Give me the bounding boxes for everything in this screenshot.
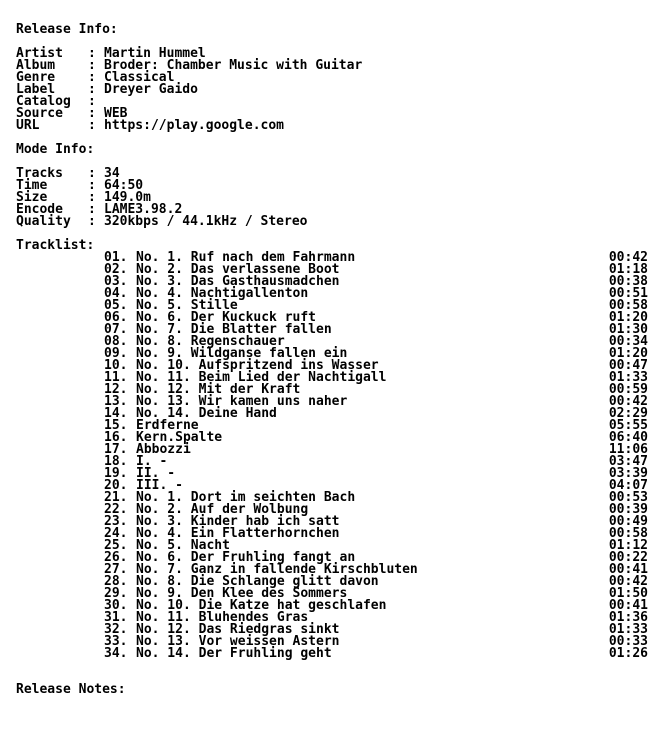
track-number: 23. xyxy=(104,514,128,529)
track-duration: 01:30 xyxy=(608,322,648,337)
track-title: No. 4. Ein Flatterhornchen xyxy=(136,526,340,541)
field-separator: : xyxy=(88,202,96,217)
track-title: III. - xyxy=(136,478,183,493)
track-number: 24. xyxy=(104,526,128,541)
release-notes-heading: Release Notes: xyxy=(16,682,126,697)
track-number: 16. xyxy=(104,430,128,445)
track-title: Abbozzi xyxy=(136,442,191,457)
track-title: No. 14. Der Fruhling geht xyxy=(136,646,332,661)
track-duration: 01:20 xyxy=(608,346,648,361)
track-number: 08. xyxy=(104,334,128,349)
track-title: No. 5. Nacht xyxy=(136,538,230,553)
track-number: 05. xyxy=(104,298,128,313)
track-title: II. - xyxy=(136,466,176,481)
field-separator: : xyxy=(88,118,96,133)
field-value: https://play.google.com xyxy=(104,118,285,133)
track-duration: 00:47 xyxy=(608,358,648,373)
track-number: 12. xyxy=(104,382,128,397)
tracklist xyxy=(16,252,648,660)
field-value: Broder: Chamber Music with Guitar xyxy=(104,58,363,73)
track-number: 01. xyxy=(104,250,128,265)
track-duration: 01:12 xyxy=(608,538,648,553)
track-duration: 01:20 xyxy=(608,310,648,325)
track-title: No. 11. Beim Lied der Nachtigall xyxy=(136,370,387,385)
track-number: 07. xyxy=(104,322,128,337)
field-value: 149.0m xyxy=(104,190,151,205)
track-duration: 00:39 xyxy=(608,502,648,517)
track-title: No. 2. Das verlassene Boot xyxy=(136,262,340,277)
track-duration: 01:33 xyxy=(608,622,648,637)
field-value: Dreyer Gaido xyxy=(104,82,198,97)
track-row xyxy=(16,648,648,660)
track-duration: 00:49 xyxy=(608,514,648,529)
field-key: Encode xyxy=(16,202,63,217)
track-title: No. 7. Die Blatter fallen xyxy=(136,322,332,337)
track-duration: 01:26 xyxy=(608,646,648,661)
field-separator: : xyxy=(88,70,96,85)
field-key: Source xyxy=(16,106,63,121)
track-title: No. 8. Regenschauer xyxy=(136,334,285,349)
field-separator: : xyxy=(88,166,96,181)
track-duration: 00:59 xyxy=(608,382,648,397)
track-number: 30. xyxy=(104,598,128,613)
field-key: Label xyxy=(16,82,56,97)
field-separator: : xyxy=(88,82,96,97)
info-field-row xyxy=(16,216,648,228)
track-title: No. 8. Die Schlange glitt davon xyxy=(136,574,379,589)
track-title: No. 10. Die Katze hat geschlafen xyxy=(136,598,387,613)
track-number: 29. xyxy=(104,586,128,601)
track-number: 14. xyxy=(104,406,128,421)
field-key: Catalog xyxy=(16,94,71,109)
track-duration: 01:18 xyxy=(608,262,648,277)
track-title: Erdferne xyxy=(136,418,199,433)
track-number: 15. xyxy=(104,418,128,433)
track-number: 11. xyxy=(104,370,128,385)
track-title: No. 13. Vor weissen Astern xyxy=(136,634,340,649)
track-duration: 00:58 xyxy=(608,298,648,313)
field-value: LAME3.98.2 xyxy=(104,202,183,217)
track-duration: 00:51 xyxy=(608,286,648,301)
track-title: No. 6. Der Kuckuck ruft xyxy=(136,310,317,325)
field-value: 34 xyxy=(104,166,120,181)
tracklist-heading: Tracklist: xyxy=(16,238,95,253)
track-title: No. 3. Das Gasthausmadchen xyxy=(136,274,340,289)
track-title: No. 14. Deine Hand xyxy=(136,406,277,421)
track-number: 10. xyxy=(104,358,128,373)
track-duration: 01:33 xyxy=(608,370,648,385)
field-key: Time xyxy=(16,178,48,193)
field-separator: : xyxy=(88,46,96,61)
track-number: 34. xyxy=(104,646,128,661)
mode-info-fields xyxy=(16,168,648,228)
release-info-heading: Release Info: xyxy=(16,22,118,37)
field-key: Size xyxy=(16,190,48,205)
track-number: 22. xyxy=(104,502,128,517)
nfo-document xyxy=(16,24,648,696)
track-duration: 00:38 xyxy=(608,274,648,289)
track-number: 02. xyxy=(104,262,128,277)
field-value: 64:50 xyxy=(104,178,144,193)
track-duration: 01:36 xyxy=(608,610,648,625)
track-title: No. 9. Wildganse fallen ein xyxy=(136,346,348,361)
track-number: 32. xyxy=(104,622,128,637)
track-number: 17. xyxy=(104,442,128,457)
track-duration: 00:34 xyxy=(608,334,648,349)
track-title: No. 9. Den Klee des Sommers xyxy=(136,586,348,601)
track-duration: 04:07 xyxy=(608,478,648,493)
field-separator: : xyxy=(88,106,96,121)
track-duration: 00:41 xyxy=(608,598,648,613)
track-title: No. 10. Aufspritzend ins Wasser xyxy=(136,358,379,373)
track-duration: 00:58 xyxy=(608,526,648,541)
field-value: WEB xyxy=(104,106,128,121)
track-duration: 06:40 xyxy=(608,430,648,445)
track-duration: 00:42 xyxy=(608,574,648,589)
field-separator: : xyxy=(88,214,96,229)
track-number: 06. xyxy=(104,310,128,325)
track-title: No. 1. Ruf nach dem Fahrmann xyxy=(136,250,356,265)
track-title: No. 12. Das Riedgras sinkt xyxy=(136,622,340,637)
release-info-fields xyxy=(16,48,648,132)
track-title: Kern.Spalte xyxy=(136,430,223,445)
track-title: No. 3. Kinder hab ich satt xyxy=(136,514,340,529)
info-field-row xyxy=(16,84,648,96)
track-title: No. 13. Wir kamen uns naher xyxy=(136,394,348,409)
track-number: 09. xyxy=(104,346,128,361)
track-number: 03. xyxy=(104,274,128,289)
track-duration: 05:55 xyxy=(608,418,648,433)
track-duration: 00:33 xyxy=(608,634,648,649)
track-duration: 03:39 xyxy=(608,466,648,481)
field-separator: : xyxy=(88,178,96,193)
track-duration: 00:41 xyxy=(608,562,648,577)
track-title: No. 5. Stille xyxy=(136,298,238,313)
track-title: No. 4. Nachtigallenton xyxy=(136,286,309,301)
field-key: Album xyxy=(16,58,56,73)
track-title: I. - xyxy=(136,454,168,469)
track-number: 27. xyxy=(104,562,128,577)
track-duration: 03:47 xyxy=(608,454,648,469)
field-separator: : xyxy=(88,58,96,73)
track-title: No. 6. Der Fruhling fangt an xyxy=(136,550,356,565)
track-number: 19. xyxy=(104,466,128,481)
track-number: 33. xyxy=(104,634,128,649)
track-number: 20. xyxy=(104,478,128,493)
field-key: Genre xyxy=(16,70,56,85)
track-number: 13. xyxy=(104,394,128,409)
track-number: 21. xyxy=(104,490,128,505)
track-title: No. 2. Auf der Wolbung xyxy=(136,502,309,517)
info-field-row xyxy=(16,120,648,132)
mode-info-heading: Mode Info: xyxy=(16,142,95,157)
track-duration: 00:53 xyxy=(608,490,648,505)
track-title: No. 11. Bluhendes Gras xyxy=(136,610,309,625)
field-key: Tracks xyxy=(16,166,63,181)
track-number: 31. xyxy=(104,610,128,625)
track-number: 28. xyxy=(104,574,128,589)
track-title: No. 12. Mit der Kraft xyxy=(136,382,301,397)
track-duration: 11:06 xyxy=(608,442,648,457)
field-key: Quality xyxy=(16,214,71,229)
track-duration: 00:42 xyxy=(608,250,648,265)
field-value: Classical xyxy=(104,70,175,85)
track-title: No. 1. Dort im seichten Bach xyxy=(136,490,356,505)
field-separator: : xyxy=(88,94,96,109)
field-key: Artist xyxy=(16,46,63,61)
track-duration: 00:22 xyxy=(608,550,648,565)
track-duration: 01:50 xyxy=(608,586,648,601)
track-title: No. 7. Ganz in fallende Kirschbluten xyxy=(136,562,418,577)
track-duration: 00:42 xyxy=(608,394,648,409)
field-value: 320kbps / 44.1kHz / Stereo xyxy=(104,214,308,229)
track-number: 04. xyxy=(104,286,128,301)
track-number: 25. xyxy=(104,538,128,553)
track-number: 26. xyxy=(104,550,128,565)
track-number: 18. xyxy=(104,454,128,469)
track-duration: 02:29 xyxy=(608,406,648,421)
field-value: Martin Hummel xyxy=(104,46,206,61)
field-separator: : xyxy=(88,190,96,205)
field-key: URL xyxy=(16,118,40,133)
